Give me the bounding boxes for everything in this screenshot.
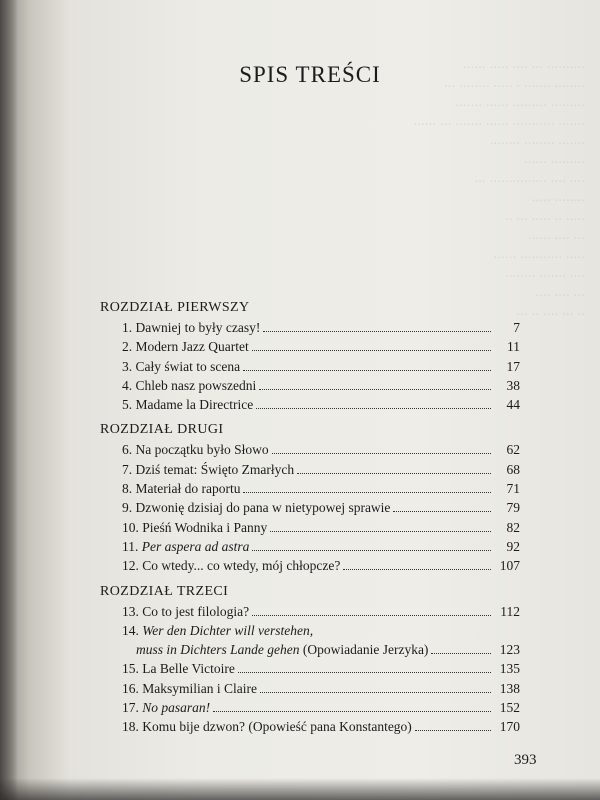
entry-number: 6. <box>122 442 136 458</box>
toc-entry <box>100 602 520 621</box>
toc-entry <box>100 460 520 479</box>
entry-page-number: 79 <box>506 500 520 516</box>
leader-dots <box>393 510 491 512</box>
toc-entry <box>100 395 520 414</box>
entry-number: 7. <box>122 461 136 477</box>
leader-dots <box>243 369 491 371</box>
entry-row <box>122 679 520 698</box>
toc-entry <box>100 556 520 575</box>
entry-number: 14. <box>122 622 143 638</box>
entry-title <box>122 698 210 717</box>
entry-page-number: 152 <box>499 700 520 716</box>
toc-entry <box>100 479 520 498</box>
entry-title-part: Maksymilian i Claire <box>142 680 257 696</box>
entry-number: 15. <box>122 661 143 677</box>
entry-page-number: 38 <box>506 377 520 393</box>
entry-title <box>122 602 249 621</box>
entry-page-number: 123 <box>499 642 520 658</box>
entry-title <box>122 659 235 678</box>
entry-page-number: 7 <box>513 320 520 335</box>
entry-page-number: 107 <box>499 558 520 574</box>
leader-dots <box>343 568 491 570</box>
entry-row <box>122 537 520 556</box>
entry-page-number: 82 <box>506 519 520 535</box>
entry-row <box>122 318 520 337</box>
entry-row <box>122 440 520 459</box>
entry-title <box>122 440 269 459</box>
entry-title <box>122 537 249 556</box>
chapter-heading: ROZDZIAŁ PIERWSZY <box>100 300 250 315</box>
leader-dots <box>213 710 491 712</box>
entry-title-part: Pieśń Wodnika i Panny <box>142 519 268 535</box>
entry-title-part: Dziś temat: Święto Zmarłych <box>135 461 295 477</box>
entry-page-number: 17 <box>506 358 520 374</box>
toc-entry <box>100 659 520 678</box>
page-number: 393 <box>514 752 537 768</box>
leader-dots <box>297 472 491 474</box>
entry-page-number: 170 <box>499 719 520 735</box>
entry-title <box>122 717 412 736</box>
entry-title-part: Madame la Directrice <box>135 397 254 413</box>
entry-title <box>122 460 294 479</box>
entry-number: 3. <box>122 358 136 374</box>
leader-dots <box>431 652 491 654</box>
toc-entry <box>100 717 520 736</box>
entry-title-part: Modern Jazz Quartet <box>135 339 249 355</box>
show-through-text: .......... ... .... ..... ...... ........ ....... . ..... ........ ... ......... ......... ...... ....... ....... ........... ...... ....... ... ...... ....... ........ ........ ......... ...... .... .... ............... ... ........ ..... ..... .. ..... ... .. ... .... ...... ..... ........... ...... .... ....... ........ ... .... .... .. ... .... .. ... <box>413 57 585 318</box>
entry-number: 12. <box>122 558 143 574</box>
entry-title <box>122 376 256 395</box>
book-gutter <box>0 0 18 800</box>
entry-title-line <box>122 621 313 640</box>
entry-number: 17. <box>122 700 143 716</box>
entry-row <box>122 518 520 537</box>
leader-dots <box>256 407 491 409</box>
entry-title-part: Materiał do raportu <box>135 481 241 497</box>
entry-number: 16. <box>122 680 143 696</box>
table-of-contents <box>100 298 520 737</box>
page-title: SPIS TREŚCI <box>239 62 381 87</box>
entry-row <box>122 357 520 376</box>
entry-page-number: 11 <box>507 339 520 355</box>
entry-row <box>122 479 520 498</box>
entry-title-part: Wer den Dichter will verstehen, <box>142 622 314 638</box>
entry-title-part: Komu bije dzwon? (Opowieść pana Konstantego) <box>142 719 412 735</box>
entry-page-number: 68 <box>506 461 520 477</box>
entry-title-part: muss in Dichters Lande gehen <box>136 642 300 658</box>
entry-page-number: 112 <box>500 603 520 619</box>
entry-number: 1. <box>122 320 136 335</box>
entry-title-part: Na początku było Słowo <box>135 442 269 458</box>
entry-number: 13. <box>122 603 143 619</box>
leader-dots <box>260 691 491 693</box>
leader-dots <box>263 330 491 332</box>
entry-row <box>136 640 520 659</box>
entry-row <box>122 556 520 575</box>
toc-entry <box>100 337 520 356</box>
entry-title-part: (Opowiadanie Jerzyka) <box>299 642 429 658</box>
entry-title-part: Cały świat to scena <box>135 358 241 374</box>
entry-title <box>122 337 249 356</box>
toc-entry <box>100 518 520 537</box>
entry-row <box>122 698 520 717</box>
toc-entry <box>100 679 520 698</box>
entry-title-part: Chleb nasz powszedni <box>135 377 257 393</box>
entry-page-number: 71 <box>506 481 520 497</box>
entry-title <box>122 679 257 698</box>
toc-entry <box>100 498 520 517</box>
entry-title <box>136 640 428 659</box>
leader-dots <box>243 491 491 493</box>
chapter-heading: ROZDZIAŁ TRZECI <box>100 583 229 599</box>
toc-entry <box>100 698 520 717</box>
entry-title-part: No pasaran! <box>142 700 211 716</box>
entry-title-part: La Belle Victoire <box>142 661 235 677</box>
entry-number: 11. <box>122 538 142 554</box>
entry-number: 10. <box>122 519 143 535</box>
entry-row <box>122 717 520 736</box>
entry-title <box>122 479 240 498</box>
leader-dots <box>252 349 491 351</box>
toc-entry <box>100 440 520 459</box>
entry-page-number: 92 <box>506 538 520 554</box>
entry-row <box>122 337 520 356</box>
entry-title-part: Co to jest filologia? <box>142 603 250 619</box>
entry-title <box>122 318 260 337</box>
entry-number: 9. <box>122 500 136 516</box>
entry-row <box>122 602 520 621</box>
leader-dots <box>272 452 491 454</box>
entry-title-part: Dawniej to były czasy! <box>135 320 261 335</box>
entry-row <box>122 498 520 517</box>
leader-dots <box>252 614 491 616</box>
page-bottom-shadow <box>0 778 600 800</box>
toc-entry <box>100 318 520 337</box>
entry-title <box>122 518 267 537</box>
entry-title-part: Dzwonię dzisiaj do pana w nietypowej sprawie <box>135 500 391 516</box>
entry-row <box>122 376 520 395</box>
chapter-heading: ROZDZIAŁ DRUGI <box>100 422 224 438</box>
entry-title <box>122 556 340 575</box>
entry-title <box>122 498 390 517</box>
entry-row <box>122 460 520 479</box>
entry-number: 8. <box>122 481 136 497</box>
toc-entry <box>100 376 520 395</box>
toc-entry <box>100 537 520 556</box>
entry-number: 2. <box>122 339 136 355</box>
leader-dots <box>415 729 491 731</box>
leader-dots <box>238 671 491 673</box>
leader-dots <box>270 530 491 532</box>
toc-entry <box>100 621 520 660</box>
entry-title-part: Co wtedy... co wtedy, mój chłopcze? <box>142 558 341 574</box>
entry-number: 18. <box>122 719 143 735</box>
entry-title <box>122 357 240 376</box>
entry-number: 4. <box>122 377 136 393</box>
entry-page-number: 62 <box>506 442 520 458</box>
entry-title <box>122 395 253 414</box>
toc-entry <box>100 357 520 376</box>
entry-row <box>122 395 520 414</box>
entry-row <box>122 659 520 678</box>
entry-title-part: Per aspera ad astra <box>141 538 250 554</box>
leader-dots <box>252 549 491 551</box>
entry-page-number: 135 <box>499 661 520 677</box>
entry-page-number: 138 <box>499 680 520 696</box>
entry-number: 5. <box>122 397 136 413</box>
entry-page-number: 44 <box>506 397 520 413</box>
leader-dots <box>259 388 491 390</box>
